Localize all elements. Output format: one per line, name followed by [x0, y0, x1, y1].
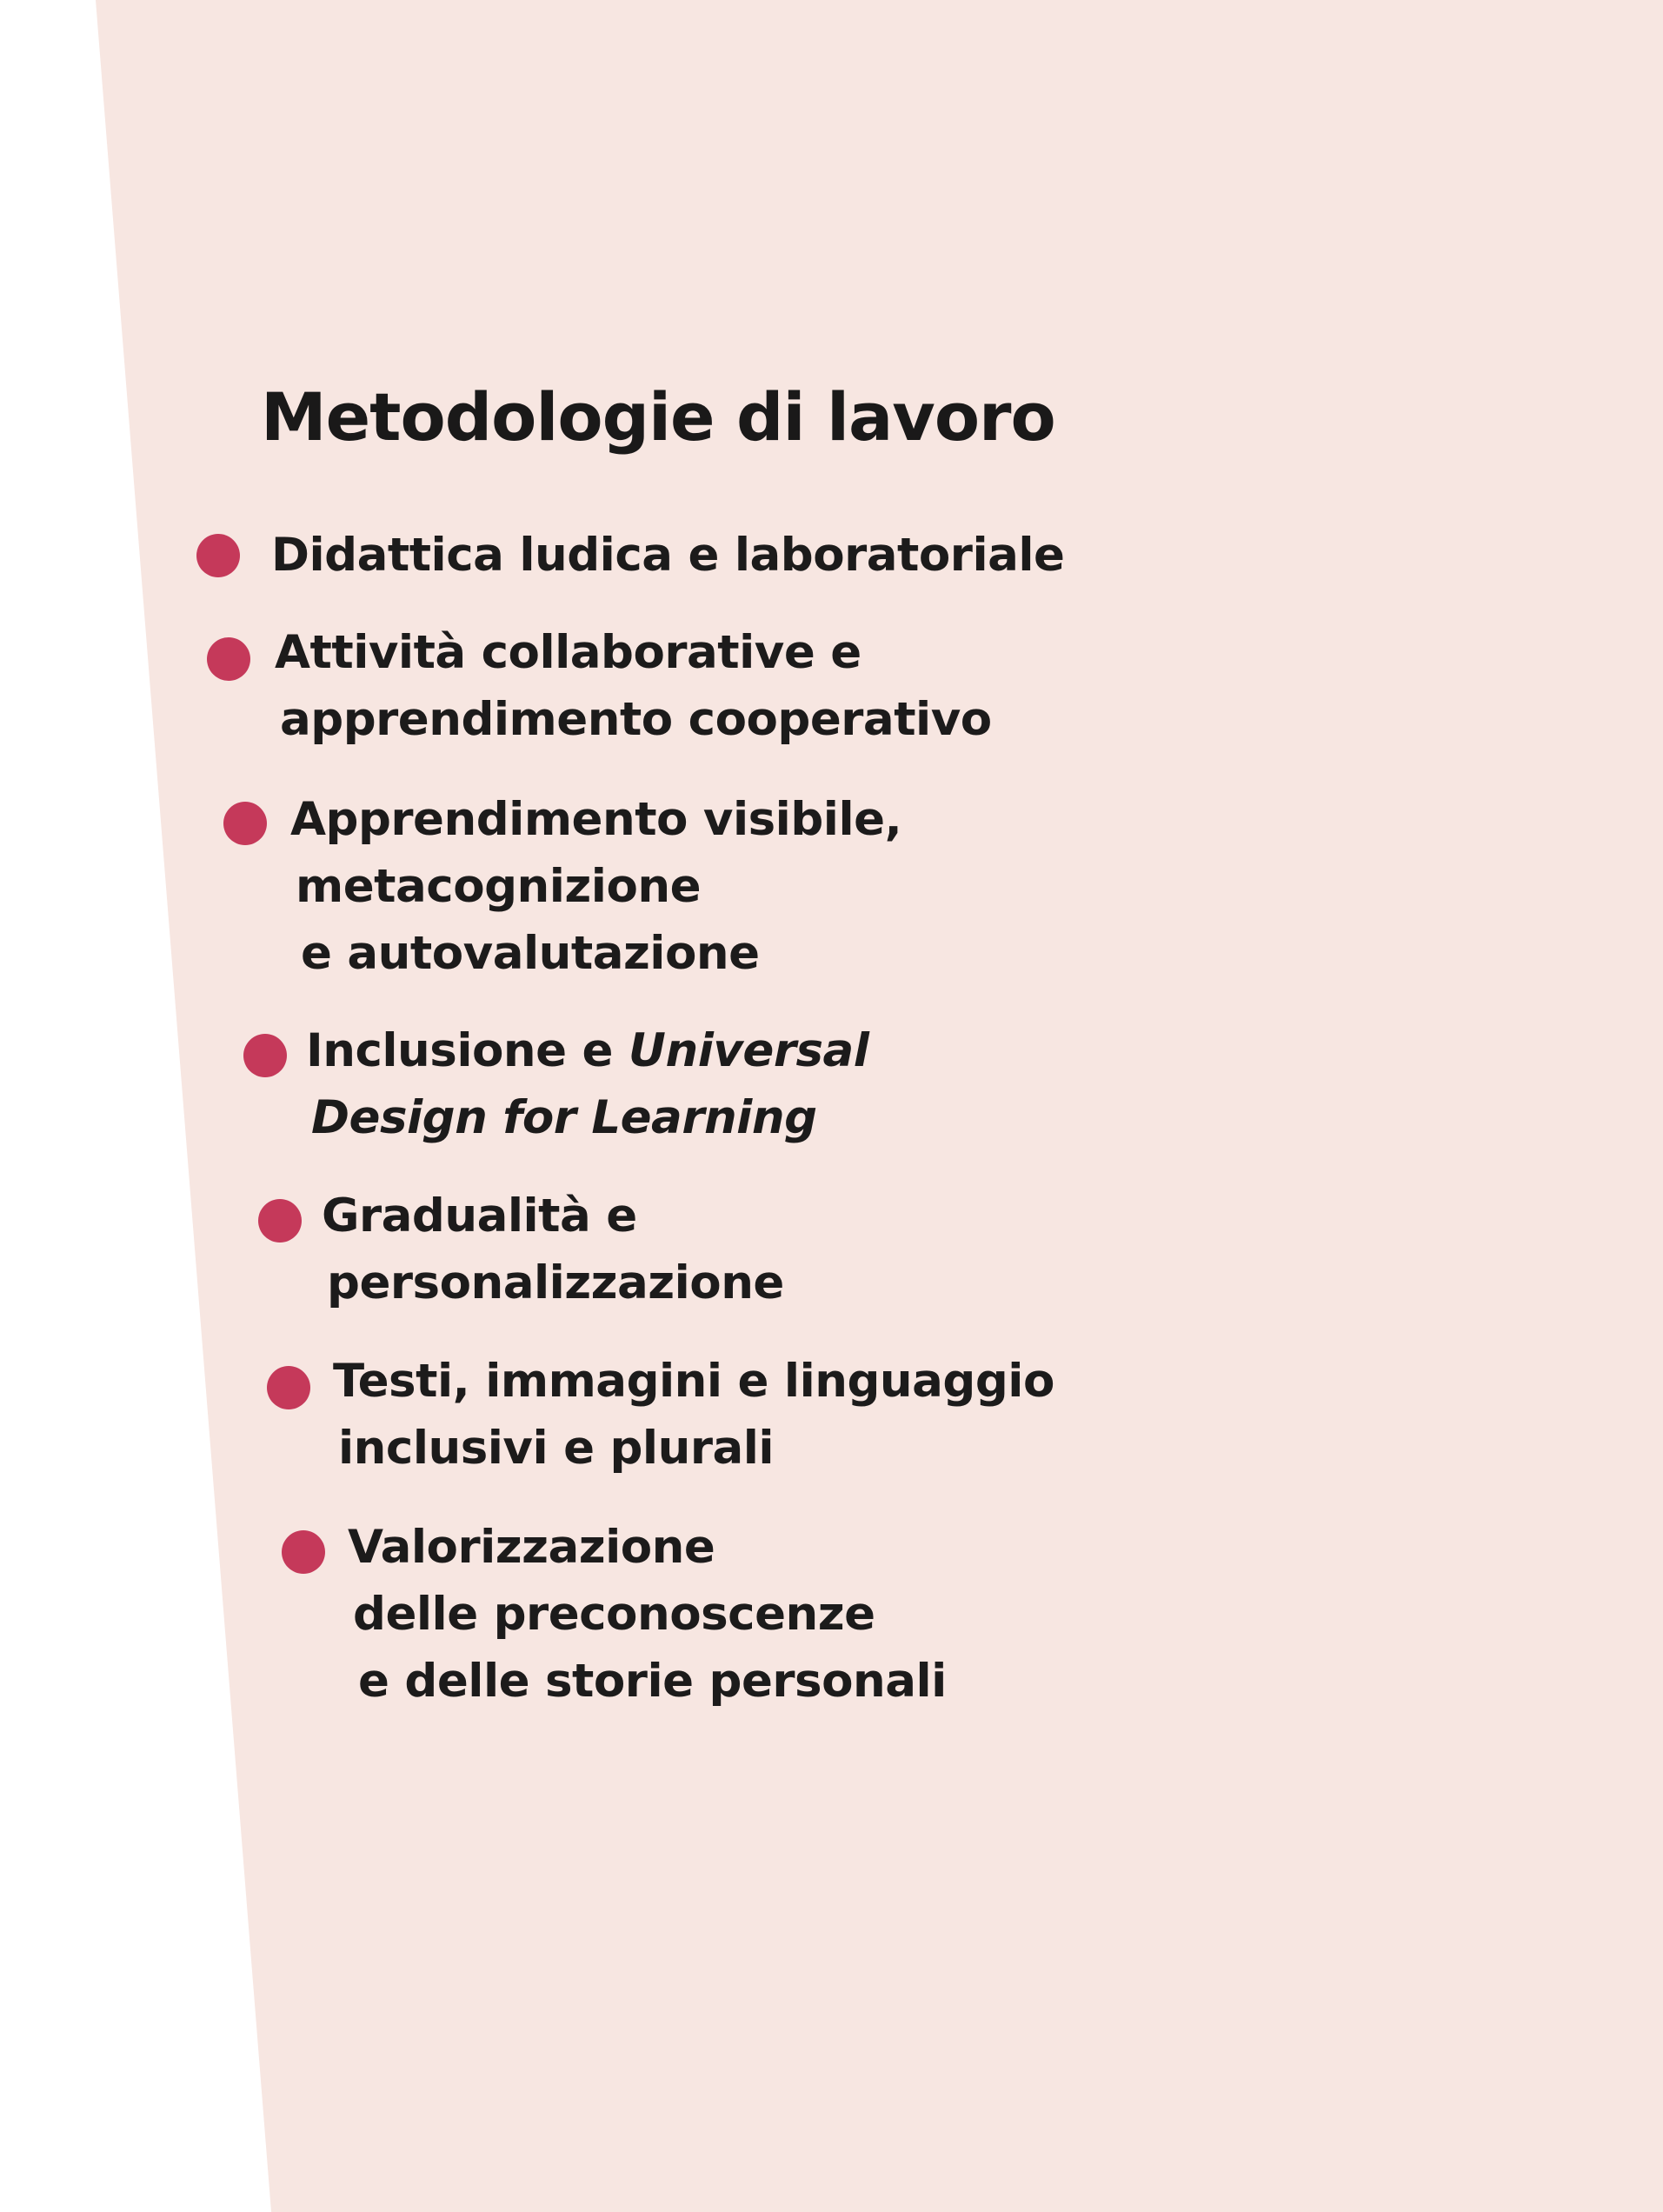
list-item-line: Gradualità e [322, 1189, 637, 1243]
list-item [271, 522, 1064, 589]
list-item-line: e delle storie personali [358, 1655, 947, 1708]
bullet-icon [207, 637, 250, 681]
list-item-line: Testi, immagini e linguaggio [333, 1355, 1054, 1408]
bullet-icon [267, 1366, 310, 1409]
list-item-line: personalizzazione [327, 1256, 784, 1309]
list-item-line: Didattica ludica e laboratoriale [271, 529, 1065, 582]
list-item [348, 1514, 947, 1715]
list-item [290, 786, 901, 987]
list-item-line [306, 1017, 868, 1084]
bullet-icon [223, 802, 267, 845]
list-item-line: Attività collaborative e [275, 626, 861, 679]
bullet-icon [282, 1530, 325, 1574]
page-title: Metodologie di lavoro [261, 378, 1055, 456]
list-item [333, 1348, 1054, 1482]
bullet-icon [196, 534, 240, 577]
list-item [322, 1183, 784, 1316]
bullet-icon [258, 1199, 302, 1243]
list-item-line: e autovalutazione [301, 927, 760, 980]
list-item-line: metacognizione [296, 860, 702, 913]
list-item-line: apprendimento cooperativo [280, 693, 992, 746]
list-item-line: Apprendimento visibile, [290, 793, 902, 846]
list-item-line: inclusivi e plurali [338, 1422, 775, 1475]
list-item [275, 619, 992, 753]
bullet-icon [243, 1034, 287, 1077]
list-item [306, 1017, 868, 1151]
list-item-emphasis: Universal [628, 1024, 869, 1077]
list-item-text: Inclusione e [306, 1024, 629, 1077]
list-item-line: Valorizzazione [348, 1521, 715, 1574]
list-item-line: delle preconoscenze [353, 1588, 875, 1641]
list-item-line: Design for Learning [311, 1091, 817, 1144]
